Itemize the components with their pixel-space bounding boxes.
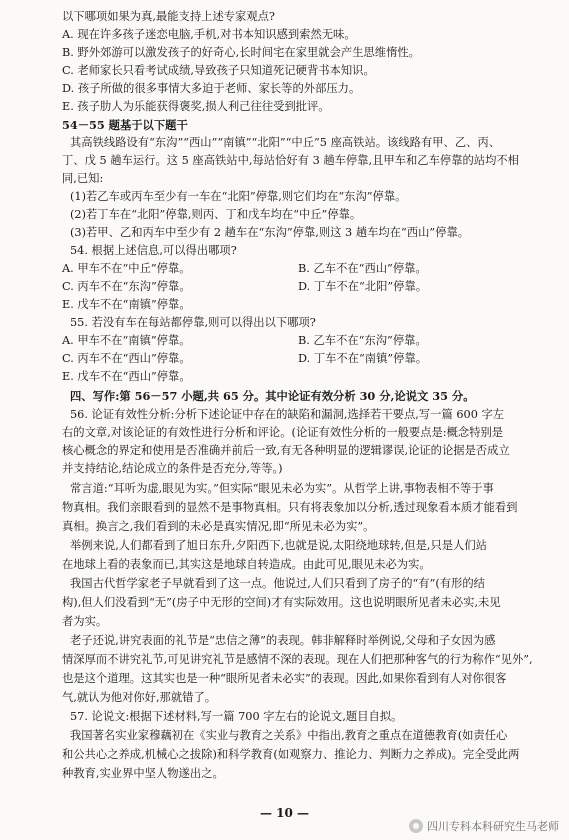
q54-option-d: D. 丁车不在“北阳”停靠。 xyxy=(298,280,428,293)
q53-option-b: B. 野外郊游可以激发孩子的好奇心,长时间宅在家里就会产生思维惰性。 xyxy=(62,46,420,59)
passage-line: 物真相。我们亲眼看到的显然不是事物真相。只有将表象加以分析,透过现象看本质才能看到 xyxy=(62,501,518,514)
q53-option-d: D. 孩子所做的很多事情大多迫于老师、家长等的外部压力。 xyxy=(62,82,361,95)
q55-option-b: B. 乙车不在“东沟”停靠。 xyxy=(298,334,427,347)
group-header: 54－55 题基于以下题干 xyxy=(62,118,188,132)
q55-option-e: E. 戊车不在“西山”停靠。 xyxy=(62,370,191,383)
passage-line: 情深厚而不讲究礼节,可见讲究礼节是感情不深的表现。现在人们把那种客气的行为称作“见外”, xyxy=(62,653,533,666)
passage-line: 真相。换言之,我们看到的未必是真实情况,即“所见未必为实”。 xyxy=(62,520,375,533)
passage-line: 者为实。 xyxy=(62,615,108,628)
passage-line: 气,就认为他对你好,那就错了。 xyxy=(62,691,217,704)
q54-option-e: E. 戊车不在“南镇”停靠。 xyxy=(62,298,191,311)
q53-option-c: C. 老师家长只看考试成绩,导致孩子只知道死记硬背书本知识。 xyxy=(62,64,375,77)
group-stem-line: 丁、戊 5 趟车运行。这 5 座高铁站中,每站恰好有 3 趟车停靠,且甲车和乙车停靠的站均不相 xyxy=(62,154,519,167)
q55-option-c: C. 丙车不在“西山”停靠。 xyxy=(62,352,191,365)
q54-option-b: B. 乙车不在“西山”停靠。 xyxy=(298,262,427,275)
question-53-stem: 以下哪项如果为真,最能支持上述专家观点? xyxy=(62,10,275,23)
q57-line: 种教育,实业界中坚人物遂出之。 xyxy=(62,767,224,780)
passage-line: 在地球上看的表象而已,其实这是地球自转造成。由此可见,眼见未必为实。 xyxy=(62,558,431,571)
group-stem-line: 其高铁线路设有“东沟”“西山”“南镇”“北阳”“中丘”5 座高铁站。该线路有甲、乙、丙、 xyxy=(70,136,501,149)
q54-option-a: A. 甲车不在“中丘”停靠。 xyxy=(62,262,191,275)
condition-1: (1)若乙车或丙车至少有一车在“北阳”停靠,则它们均在“东沟”停靠。 xyxy=(70,190,407,203)
passage-line: 我国古代哲学家老子早就看到了这一点。他说过,人们只看到了房子的“有”(有形的结 xyxy=(70,577,485,590)
question-54-stem: 54. 根据上述信息,可以得出哪项? xyxy=(70,244,237,257)
group-stem-line: 同,已知: xyxy=(62,172,104,185)
q56-line: 右的文章,对该论证的有效性进行分析和评论。(论证有效性分析的一般要点是:概念特别是 xyxy=(62,426,504,439)
passage-line: 常言道:“耳听为虚,眼见为实。”但实际“眼见未必为实”。从哲学上讲,事物表相不等于事 xyxy=(70,482,494,495)
q56-line: 56. 论证有效性分析:分析下述论证中存在的缺陷和漏洞,选择若干要点,写一篇 600 字左 xyxy=(70,408,505,421)
q53-option-a: A. 现在许多孩子迷恋电脑,手机,对书本知识感到索然无味。 xyxy=(62,28,356,41)
section-heading: 四、写作:第 56－57 小题,共 65 分。其中论证有效分析 30 分,论说文 35 分。 xyxy=(70,389,475,403)
q55-option-a: A. 甲车不在“南镇”停靠。 xyxy=(62,334,191,347)
q57-line: 和公共心之养成,机械心之拔除)和科学教育(如观察力、推论力、判断力之养成)。完全受此两 xyxy=(62,748,520,761)
q56-line: 并支持结论,结论成立的条件是否充分,等等。) xyxy=(62,462,283,475)
passage-line: 也是这个道理。这其实也是一种“眼所见者未必实”的表现。因此,如果你看到有人对你很客 xyxy=(62,672,507,685)
passage-line: 举例来说,人们都看到了旭日东升,夕阳西下,也就是说,太阳绕地球转,但是,只是人们站 xyxy=(70,539,487,552)
q53-option-e: E. 孩子肋人为乐能获得褒奖,损人利己往往受到批评。 xyxy=(62,100,330,113)
q54-option-c: C. 丙车不在“东沟”停靠。 xyxy=(62,280,191,293)
watermark-text: 四川专科本科研究生马老师 xyxy=(427,820,559,833)
q57-line: 57. 论说文:根据下述材料,写一篇 700 字左右的论说文,题目自拟。 xyxy=(70,710,403,723)
condition-2: (2)若丁车在“北阳”停靠,则丙、丁和戊车均在“中丘”停靠。 xyxy=(70,208,362,221)
page-number: — 10 — xyxy=(259,806,310,820)
passage-line: 老子还说,讲究表面的礼节是“忠信之薄”的表现。韩非解释时举例说,父母和子女因为感 xyxy=(70,634,496,647)
q57-line: 我国著名实业家穆藕初在《实业与教育之关系》中指出,教育之重点在道德教育(如责任心 xyxy=(70,729,508,742)
question-55-stem: 55. 若没有车在每站都停靠,则可以得出以下哪项? xyxy=(70,316,316,329)
q56-line: 核心概念的界定和使用是否准确并前后一致,有无各种明显的逻辑谬误,论证的论据是否成立 xyxy=(62,444,510,457)
q55-option-d: D. 丁车不在“南镇”停靠。 xyxy=(298,352,428,365)
condition-3: (3)若甲、乙和丙车中至少有 2 趟车在“东沟”停靠,则这 3 趟车均在“西山”停靠。 xyxy=(70,226,470,239)
weibo-logo-icon xyxy=(409,819,423,833)
watermark xyxy=(409,818,559,834)
passage-line: 构),但人们没看到“无”(房子中无形的空间)才有实际效用。这也说明眼所见者未必实,未见 xyxy=(62,596,501,609)
